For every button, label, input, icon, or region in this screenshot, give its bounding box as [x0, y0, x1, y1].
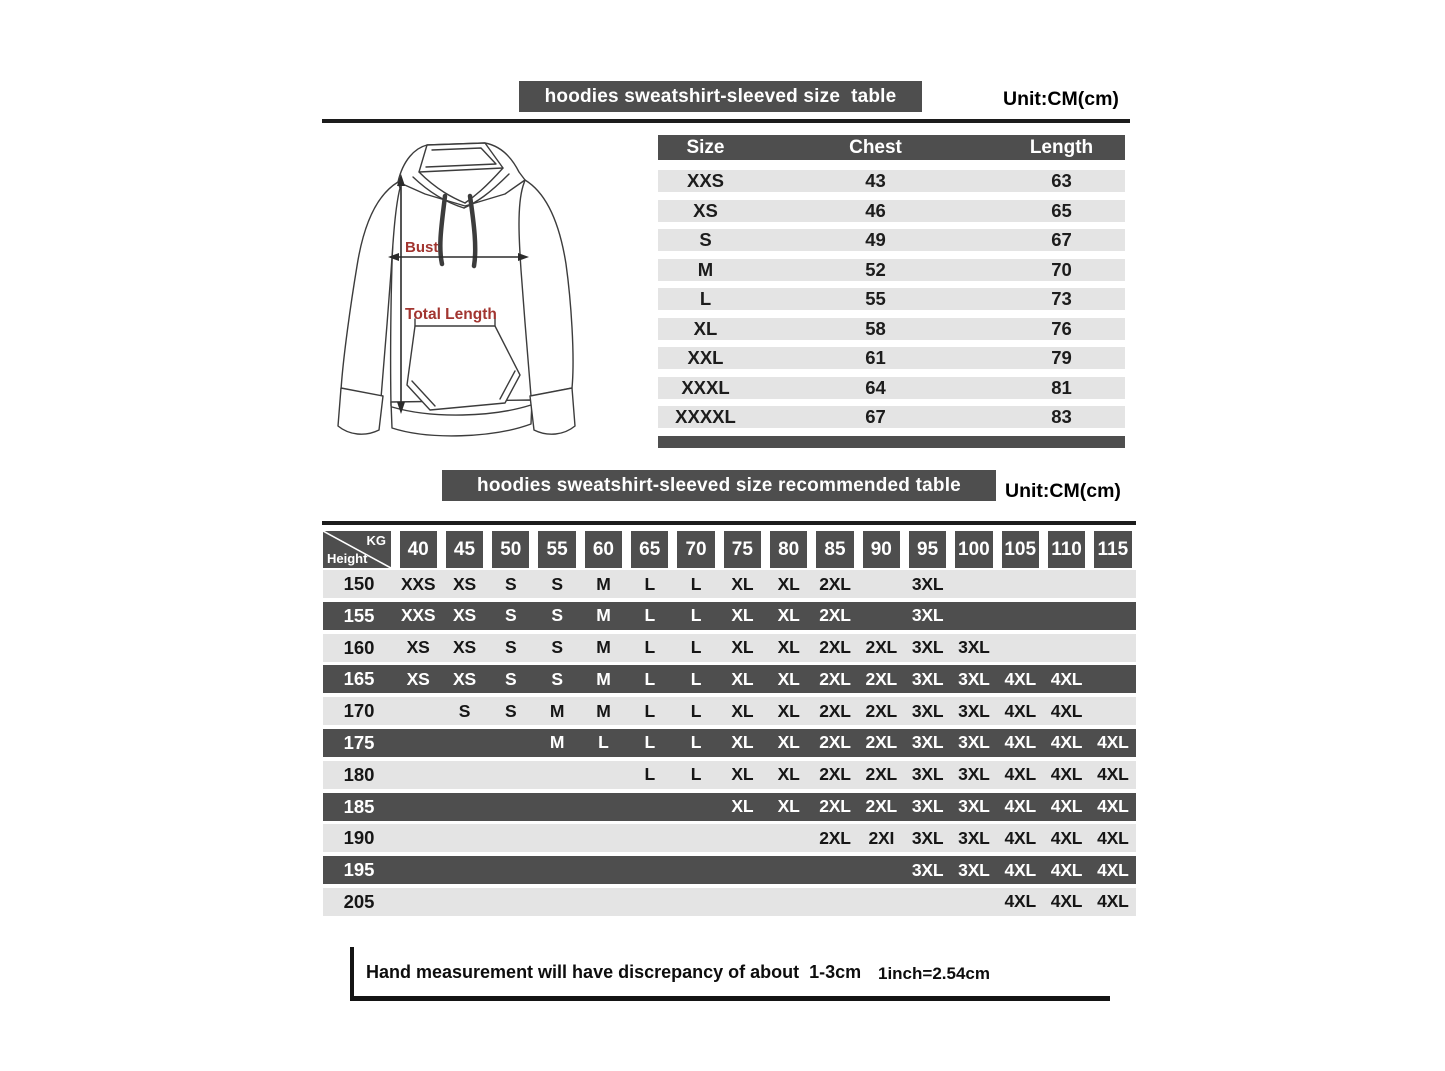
matrix-cell: S — [505, 573, 517, 594]
matrix-cell: XL — [731, 668, 754, 689]
matrix-cell: 3XL — [958, 764, 990, 785]
matrix-cell: S — [551, 637, 563, 658]
kg-column-header-box: 55 — [538, 531, 575, 568]
matrix-cell: 4XL — [1004, 668, 1036, 689]
size-cell: XXS — [686, 170, 725, 191]
matrix-cell: 4XL — [1050, 859, 1083, 880]
chest-column-header: Chest — [849, 136, 902, 158]
matrix-cell: XS — [452, 605, 476, 626]
matrix-cell: 3XL — [958, 732, 990, 753]
matrix-cell: 4XL — [1050, 668, 1083, 689]
matrix-row — [323, 856, 1136, 884]
height-label: 175 — [343, 731, 375, 753]
matrix-cell: 4XL — [1004, 700, 1036, 721]
kg-column-header-box: 100 — [955, 531, 992, 568]
length-cell: 67 — [1051, 229, 1072, 250]
matrix-cell: 2XL — [865, 700, 898, 721]
matrix-cell: 2XL — [865, 637, 898, 658]
size-column-header: Size — [686, 136, 725, 158]
chest-cell: 67 — [865, 406, 886, 427]
size-table-row — [658, 229, 1125, 251]
height-label: 160 — [343, 636, 375, 658]
matrix-cell: 3XL — [911, 827, 944, 848]
matrix-cell: 3XL — [958, 827, 990, 848]
matrix-cell: XL — [731, 605, 754, 626]
matrix-cell: 3XL — [958, 700, 990, 721]
matrix-cell: 3XL — [911, 668, 944, 689]
length-cell: 73 — [1051, 288, 1072, 309]
length-column-header: Length — [1029, 136, 1094, 158]
size-table-body — [658, 170, 1125, 428]
kg-column-header — [719, 531, 765, 568]
matrix-cell: 4XL — [1097, 827, 1129, 848]
matrix-cell: 4XL — [1004, 764, 1036, 785]
footer-bottom-line — [350, 996, 1110, 1001]
matrix-cell: XL — [777, 573, 800, 594]
matrix-cell: L — [644, 637, 655, 658]
size-table — [658, 135, 1125, 448]
matrix-cell: 3XL — [958, 859, 990, 880]
matrix-cell: 2XL — [819, 605, 851, 626]
kg-column-header-box: 40 — [400, 531, 437, 568]
matrix-cell: L — [598, 732, 609, 753]
matrix-row — [323, 602, 1136, 630]
matrix-cell: 3XL — [911, 637, 944, 658]
matrix-cell: M — [549, 700, 565, 721]
matrix-cell: XL — [777, 732, 800, 753]
matrix-row — [323, 888, 1136, 916]
length-cell: 76 — [1051, 317, 1072, 339]
matrix-cell: 3XL — [911, 859, 944, 880]
matrix-cell: 2XL — [819, 827, 851, 848]
matrix-cell: 4XL — [1004, 891, 1036, 912]
kg-column-header-box: 90 — [863, 531, 900, 568]
kg-column-header — [441, 531, 487, 568]
matrix-header-row — [323, 531, 1136, 568]
corner-height-label: Height — [327, 551, 368, 566]
matrix-cell: 4XL — [1004, 732, 1036, 753]
length-cell: 79 — [1051, 347, 1072, 368]
matrix-cell: 2XL — [865, 764, 898, 785]
matrix-cell: 4XL — [1097, 891, 1129, 912]
matrix-cell: XL — [777, 796, 800, 817]
kg-column-header — [997, 531, 1043, 568]
matrix-cell: 2XL — [819, 796, 851, 817]
matrix-cell: 2XL — [865, 796, 898, 817]
height-label: 150 — [343, 573, 375, 594]
matrix-cell: XL — [777, 668, 800, 689]
matrix-cell: XXS — [400, 605, 436, 626]
chest-cell: 64 — [865, 376, 886, 398]
matrix-cell: M — [596, 700, 611, 721]
matrix-cell: 3XL — [911, 605, 944, 626]
matrix-cell: S — [551, 668, 563, 689]
size-cell: S — [699, 229, 712, 250]
matrix-row — [323, 570, 1136, 598]
size-table-row — [658, 318, 1125, 340]
chest-cell: 46 — [865, 199, 886, 221]
length-cell: 65 — [1051, 199, 1072, 221]
matrix-cell: 2XL — [819, 668, 851, 689]
matrix-cell: 4XL — [1050, 732, 1083, 753]
matrix-body — [323, 570, 1136, 916]
total-length-label: Total Length — [405, 306, 497, 323]
matrix-cell: XS — [452, 637, 476, 658]
matrix-cell: 2XL — [819, 573, 851, 594]
matrix-cell: S — [505, 700, 517, 721]
matrix-cell: 4XL — [1050, 796, 1083, 817]
matrix-cell: M — [596, 573, 611, 594]
matrix-corner-cell — [323, 531, 391, 568]
matrix-cell: 2XI — [868, 827, 895, 848]
matrix-cell: S — [505, 637, 517, 658]
matrix-cell: M — [596, 637, 611, 658]
matrix-cell: S — [551, 605, 563, 626]
matrix-cell: L — [644, 764, 655, 785]
matrix-cell: S — [505, 668, 517, 689]
matrix-row — [323, 729, 1136, 757]
height-label: 155 — [343, 604, 375, 626]
kg-column-header — [488, 531, 534, 568]
height-label: 185 — [343, 795, 375, 817]
size-table-row — [658, 200, 1125, 222]
matrix-cell: 3XL — [911, 796, 944, 817]
kg-column-header-box: 95 — [909, 531, 946, 568]
footer-left-bracket-line — [350, 947, 354, 1000]
matrix-row — [323, 824, 1136, 852]
matrix-cell: 3XL — [958, 796, 990, 817]
kg-column-header-box: 70 — [677, 531, 714, 568]
size-table-row — [658, 170, 1125, 192]
matrix-cell: XL — [777, 700, 800, 721]
chest-cell: 49 — [865, 229, 886, 250]
matrix-cell: L — [644, 732, 655, 753]
matrix-cell: 4XL — [1097, 796, 1129, 817]
matrix-cell: M — [596, 668, 611, 689]
size-table-row — [658, 347, 1125, 369]
matrix-cell: 3XL — [911, 573, 944, 594]
matrix-cell: XL — [731, 764, 754, 785]
matrix-row — [323, 665, 1136, 693]
kg-column-header — [395, 531, 441, 568]
kg-column-header-box: 80 — [770, 531, 807, 568]
length-cell: 70 — [1051, 258, 1072, 280]
kg-column-header — [858, 531, 904, 568]
matrix-cell: L — [690, 573, 702, 594]
size-cell: XXL — [687, 347, 724, 368]
matrix-row — [323, 761, 1136, 789]
matrix-cell: 2XL — [865, 668, 898, 689]
matrix-row — [323, 634, 1136, 662]
kg-column-header-box: 65 — [631, 531, 668, 568]
matrix-cell: M — [596, 605, 611, 626]
height-label: 190 — [343, 827, 375, 849]
matrix-cell: S — [551, 573, 563, 594]
chest-cell: 58 — [865, 317, 886, 339]
matrix-cell: L — [690, 605, 702, 626]
matrix-cell: L — [690, 764, 702, 785]
matrix-cell: XS — [452, 668, 476, 689]
matrix-cell: XS — [406, 637, 430, 658]
length-cell: 63 — [1051, 170, 1072, 191]
size-table-header — [658, 135, 1125, 160]
chest-cell: 52 — [865, 258, 886, 280]
matrix-cell: S — [505, 605, 517, 626]
kg-column-header — [904, 531, 950, 568]
height-label: 170 — [343, 700, 375, 722]
kg-column-header-box: 50 — [492, 531, 529, 568]
matrix-cell: XL — [777, 605, 800, 626]
height-label: 195 — [343, 859, 375, 881]
matrix-cell: 3XL — [958, 637, 990, 658]
matrix-cell: 4XL — [1004, 827, 1036, 848]
matrix-cell: 4XL — [1050, 827, 1083, 848]
kg-column-header-box: 110 — [1048, 531, 1085, 568]
unit-label-2: Unit:CM(cm) — [1005, 480, 1121, 502]
size-cell: XXXXL — [675, 406, 736, 427]
matrix-cell: XS — [452, 573, 476, 594]
matrix-cell: L — [644, 700, 655, 721]
recommended-table-title: hoodies sweatshirt-sleeved size recommended table — [477, 474, 961, 496]
matrix-row — [323, 697, 1136, 725]
matrix-cell: L — [690, 668, 702, 689]
matrix-cell: L — [690, 732, 702, 753]
kg-column-header-box: 105 — [1002, 531, 1039, 568]
matrix-cell: M — [549, 732, 565, 753]
kg-column-header-box: 60 — [585, 531, 622, 568]
size-cell: XS — [693, 199, 718, 221]
matrix-cell: L — [690, 637, 702, 658]
size-table-row — [658, 377, 1125, 399]
matrix-cell: XL — [777, 764, 800, 785]
unit-label-1: Unit:CM(cm) — [1003, 88, 1119, 110]
matrix-cell: 2XL — [819, 700, 851, 721]
matrix-cell: L — [690, 700, 702, 721]
matrix-cell: 3XL — [958, 668, 990, 689]
matrix-cell: 3XL — [911, 700, 944, 721]
size-table-title: hoodies sweatshirt-sleeved size table — [544, 85, 897, 107]
matrix-cell: 4XL — [1050, 891, 1083, 912]
corner-kg-label: KG — [366, 533, 386, 548]
height-label: 205 — [343, 890, 375, 912]
matrix-cell: 4XL — [1050, 700, 1083, 721]
size-table-title-bar — [519, 81, 922, 112]
chest-cell: 43 — [865, 170, 886, 191]
size-cell: L — [699, 288, 712, 309]
matrix-cell: XL — [731, 796, 754, 817]
kg-column-header-box: 75 — [724, 531, 761, 568]
kg-column-header — [673, 531, 719, 568]
kg-column-header — [766, 531, 812, 568]
size-table-row — [658, 259, 1125, 281]
matrix-cell: 2XL — [819, 764, 851, 785]
matrix-cell: 4XL — [1097, 764, 1129, 785]
matrix-cell: XL — [731, 700, 754, 721]
divider-line-1 — [322, 119, 1130, 123]
bust-label: Bust — [405, 239, 439, 256]
kg-column-header — [534, 531, 580, 568]
height-label: 165 — [343, 668, 375, 690]
matrix-cell: XL — [731, 573, 754, 594]
height-label: 180 — [343, 763, 375, 785]
kg-column-header — [1090, 531, 1136, 568]
matrix-cell: 3XL — [911, 764, 944, 785]
kg-column-header-box: 45 — [446, 531, 483, 568]
matrix-cell: XS — [406, 668, 430, 689]
matrix-cell: XL — [731, 637, 754, 658]
chest-cell: 61 — [865, 347, 886, 368]
matrix-row — [323, 793, 1136, 821]
matrix-cell: S — [458, 700, 471, 721]
measurement-discrepancy-note: Hand measurement will have discrepancy of about 1-3cm — [366, 962, 862, 982]
matrix-cell: 2XL — [865, 732, 898, 753]
matrix-cell: 4XL — [1004, 859, 1036, 880]
kg-column-header — [580, 531, 626, 568]
matrix-cell: 4XL — [1004, 796, 1036, 817]
kg-column-header — [951, 531, 997, 568]
size-table-footer-bar — [658, 436, 1125, 448]
matrix-cell: L — [644, 573, 655, 594]
matrix-cell: XXS — [400, 573, 436, 594]
size-cell: XXXL — [681, 376, 730, 398]
size-cell: XL — [693, 317, 718, 339]
kg-column-header — [627, 531, 673, 568]
matrix-cell: 4XL — [1097, 732, 1129, 753]
kg-column-header-box: 115 — [1094, 531, 1131, 568]
matrix-cell: L — [644, 605, 655, 626]
length-cell: 81 — [1051, 376, 1072, 398]
size-table-row — [658, 288, 1125, 310]
matrix-cell: 2XL — [819, 732, 851, 753]
kg-column-header — [1043, 531, 1089, 568]
matrix-cell: XL — [731, 732, 754, 753]
recommended-table-title-bar — [442, 470, 996, 501]
length-cell: 83 — [1051, 406, 1072, 427]
matrix-cell: L — [644, 668, 655, 689]
matrix-cell: 4XL — [1097, 859, 1129, 880]
chest-cell: 55 — [865, 288, 886, 309]
matrix-cell: 3XL — [911, 732, 944, 753]
inch-conversion-note: 1inch=2.54cm — [878, 964, 990, 983]
matrix-cell: XL — [777, 637, 800, 658]
hoodie-diagram — [333, 136, 577, 456]
kg-column-header-box: 85 — [816, 531, 853, 568]
size-table-row — [658, 406, 1125, 428]
kg-column-header — [812, 531, 858, 568]
matrix-cell: 4XL — [1050, 764, 1083, 785]
size-cell: M — [697, 258, 714, 280]
divider-line-2 — [322, 521, 1136, 525]
recommended-size-matrix — [323, 531, 1136, 920]
matrix-cell: 2XL — [819, 637, 851, 658]
